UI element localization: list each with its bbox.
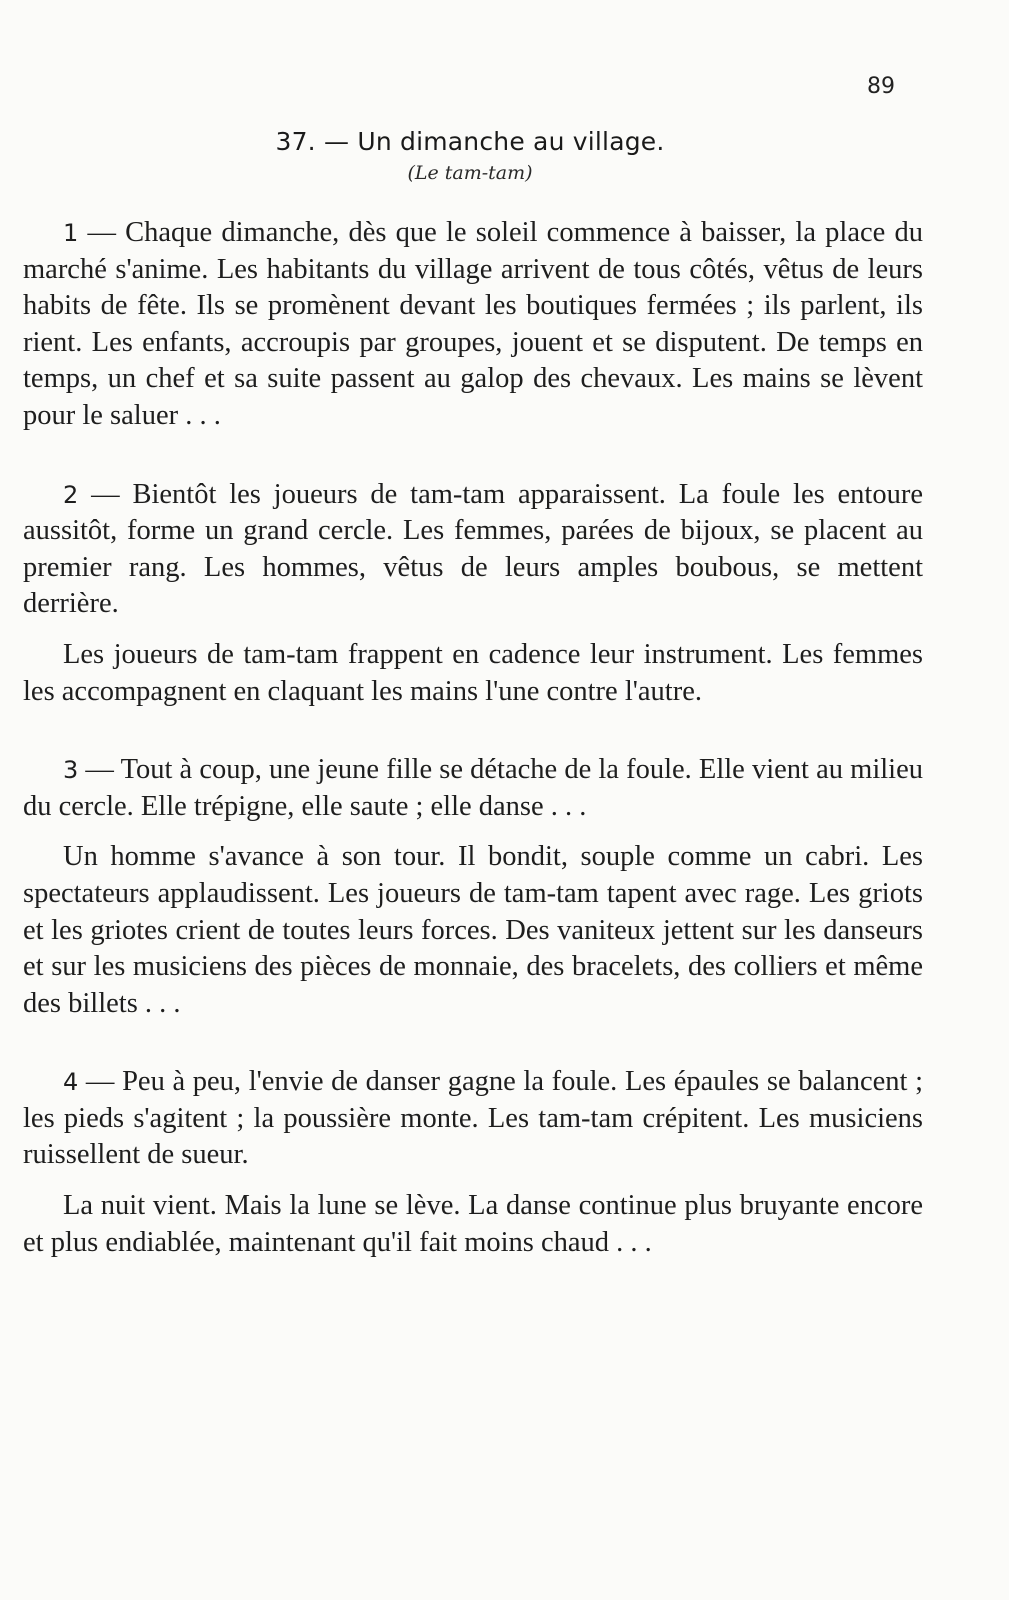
paragraph-text: — Bientôt les joueurs de tam-tam apparaissent. La foule les entoure aussitôt, forme un grand cercle. Les femmes, parées de bijoux, se placent au premier rang. Les hommes, vêtus de leurs amples boubous, se mettent derrière.	[23, 478, 923, 620]
section-3-paragraph-1	[23, 752, 923, 825]
section-4-paragraph-2: La nuit vient. Mais la lune se lève. La danse continue plus bruyante encore et plus endiablée, maintenant qu'il fait moins chaud . . .	[23, 1190, 923, 1258]
chapter-heading	[0, 125, 940, 187]
paragraph-text: — Tout à coup, une jeune fille se détache de la foule. Elle vient au milieu du cercle. Elle trépigne, elle saute ; elle danse . . .	[23, 754, 923, 822]
section-2-paragraph-2: Les joueurs de tam-tam frappent en cadence leur instrument. Les femmes les accompagnent en claquant les mains l'une contre l'autre.	[23, 638, 923, 707]
section-number: 3	[63, 756, 79, 785]
section-4-paragraph-1	[23, 1064, 923, 1174]
section-2-paragraph-1	[23, 477, 923, 623]
section-number: 1	[63, 219, 79, 247]
section-1-paragraph-1	[23, 215, 923, 435]
section-3-paragraph-2: Un homme s'avance à son tour. Il bondit, souple comme un cabri. Les spectateurs applaudissent. Les joueurs de tam-tam tapent avec rage. Les griots et les griotes crient de toutes leurs forces. Des vaniteux jettent sur les danseurs et sur les musiciens des pièces de monnaie, des bracelets, des colliers et même des billets . . .	[23, 841, 923, 1019]
page-number: 89	[867, 74, 895, 99]
chapter-subtitle: (Le tam-tam)	[407, 162, 533, 184]
paragraph-text: — Chaque dimanche, dès que le soleil commence à baisser, la place du marché s'anime. Les habitants du village arrivent de tous côtés, vêtus de leurs habits de fête. Ils se promènent devant les boutiques fermées ; ils parlent, ils rient. Les enfants, accroupis par groupes, jouent et se disputent. De temps en temps, un chef et sa suite passent au galop des chevaux. Les mains se lèvent pour le saluer . . .	[23, 217, 923, 431]
section-number: 4	[63, 1068, 79, 1097]
paragraph-text: — Peu à peu, l'envie de danser gagne la foule. Les épaules se balancent ; les pieds s'agitent ; la poussière monte. Les tam-tam crépitent. Les musiciens ruissellent de sueur.	[23, 1066, 923, 1171]
text-body	[23, 215, 923, 1261]
chapter-title: 37. — Un dimanche au village.	[275, 127, 665, 156]
section-number: 2	[63, 480, 79, 509]
